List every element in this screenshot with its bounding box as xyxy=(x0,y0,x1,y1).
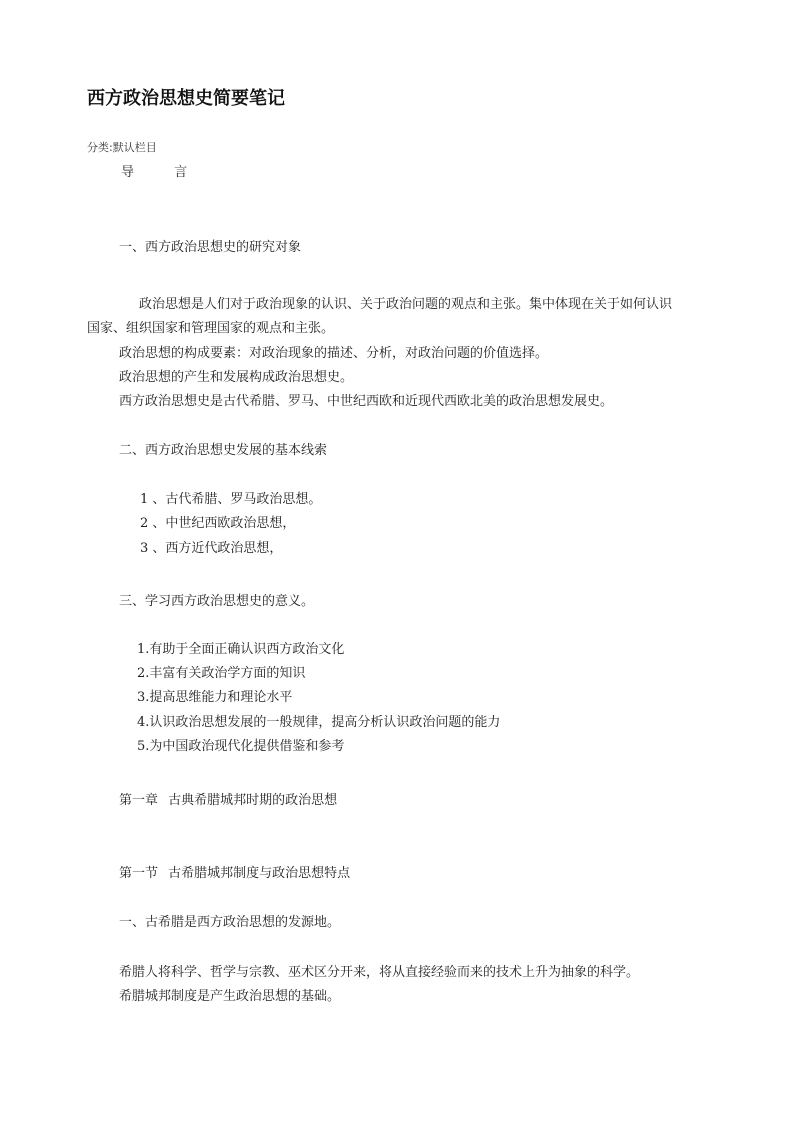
section-2-heading: 二、西方政治思想史发展的基本线索 xyxy=(119,443,328,458)
chapter-1-paragraph-1: 希腊人将科学、哲学与宗教、巫术区分开来，将从直接经验而来的技术上升为抽象的科学。 xyxy=(119,965,640,980)
section-3-list-item: 3.提高思维能力和理论水平 xyxy=(137,690,293,705)
section-2-list-item: 3 、西方近代政治思想， xyxy=(140,541,283,556)
section-1-paragraph-1-line-1: 政治思想是人们对于政治现象的认识、关于政治问题的观点和主张。集中体现在关于如何认识 xyxy=(139,297,673,312)
section-2-list-item: 2 、中世纪西欧政治思想， xyxy=(140,516,296,531)
chapter-1-subsection-heading: 一、古希腊是西方政治思想的发源地。 xyxy=(119,915,341,930)
category-label: 分类:默认栏目 xyxy=(87,141,157,154)
section-3-list-item: 1.有助于全面正确认识西方政治文化 xyxy=(137,642,345,657)
document-title: 西方政治思想史简要笔记 xyxy=(87,88,285,109)
section-1-paragraph-3: 政治思想的产生和发展构成政治思想史。 xyxy=(119,370,354,385)
section-1-paragraph-2: 政治思想的构成要素：对政治现象的描述、分析，对政治问题的价值选择。 xyxy=(119,346,549,361)
section-1-heading: 一、西方政治思想史的研究对象 xyxy=(119,240,302,255)
section-1-paragraph-4: 西方政治思想史是古代希腊、罗马、中世纪西欧和近现代西欧北美的政治思想发展史。 xyxy=(119,394,614,409)
section-1-paragraph-1-line-2: 国家、组织国家和管理国家的观点和主张。 xyxy=(87,321,335,336)
section-3-heading: 三、学习西方政治思想史的意义。 xyxy=(119,594,315,609)
intro-heading: 导 言 xyxy=(121,165,206,180)
section-3-list-item: 4.认识政治思想发展的一般规律，提高分析认识政治问题的能力 xyxy=(137,715,501,730)
section-3-list-item: 2.丰富有关政治学方面的知识 xyxy=(137,666,306,681)
section-2-list-item: 1 、古代希腊、罗马政治思想。 xyxy=(140,492,322,507)
chapter-1-heading: 第一章 古典希腊城邦时期的政治思想 xyxy=(119,793,338,808)
section-3-list-item: 5.为中国政治现代化提供借鉴和参考 xyxy=(137,739,345,754)
chapter-1-section-1-heading: 第一节 古希腊城邦制度与政治思想特点 xyxy=(119,866,351,881)
chapter-1-paragraph-2: 希腊城邦制度是产生政治思想的基础。 xyxy=(119,989,341,1004)
